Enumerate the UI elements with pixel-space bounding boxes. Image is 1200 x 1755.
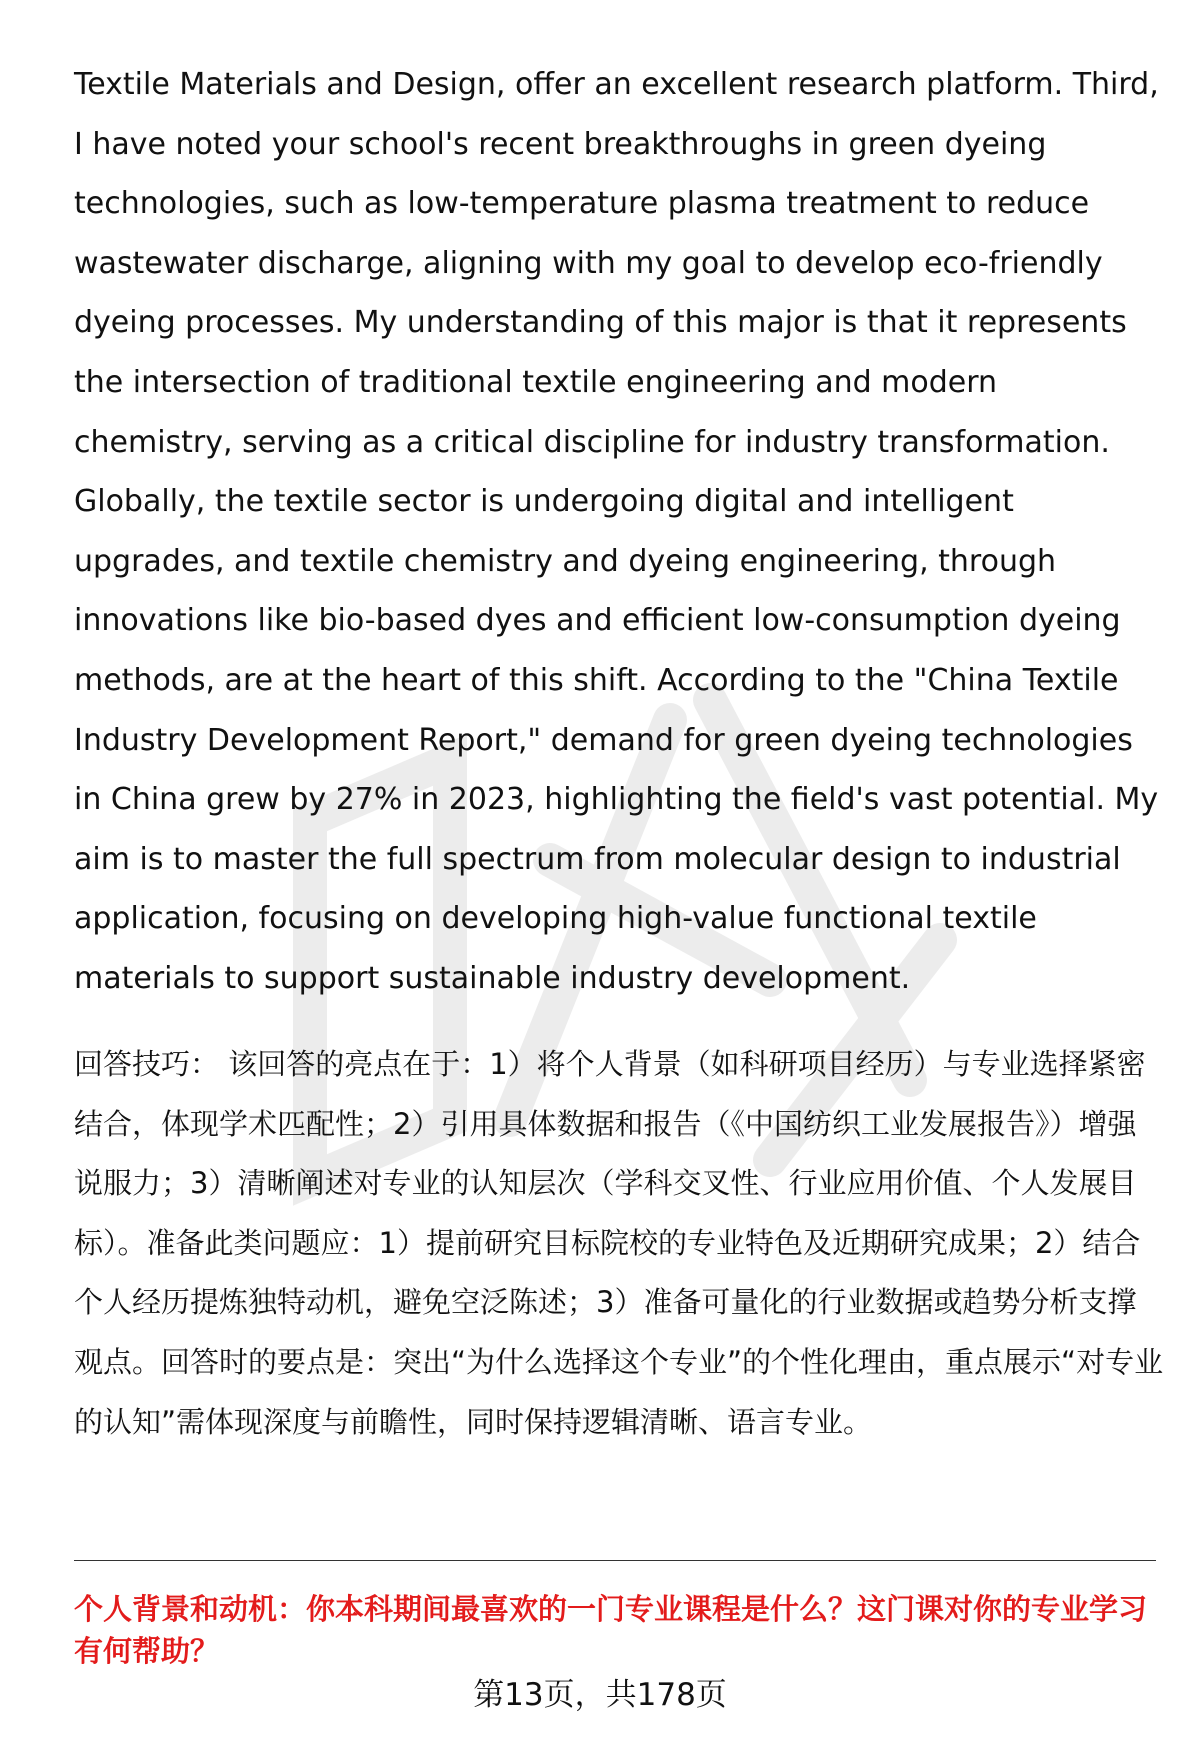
page-number-footer: 第13页，共178页 [473,1677,727,1713]
answer-tips-paragraph: 回答技巧： 该回答的亮点在于：1）将个人背景（如科研项目经历）与专业选择紧密结合，体现学术匹配性；2）引用具体数据和报告（《中国纺织工业发展报告》）增强说服力；3）清晰阐述对专业的认知层次（学科交叉性、行业应用价值、个人发展目标）。准备此类问题应：1）提前研究目标院校的专业特色及近期研究成果；2）结合个人经历提炼独特动机，避免空泛陈述；3）准备可量化的行业数据或趋势分析支撑观点。回答时的要点是：突出“为什么选择这个专业”的个性化理由，重点展示“对专业的认知”需体现深度与前瞻性，同时保持逻辑清晰、语言专业。 [74,1047,1164,1439]
english-answer-paragraph: Textile Materials and Design, offer an excellent research platform. Third, I have noted your school's recent breakthroughs in green dyeing technologies, such as low-temperature plasma treatment to reduce wastewater discharge, aligning with my goal to develop eco-friendly dyeing processes. My understanding of this major is that it represents the intersection of traditional textile engineering and modern chemistry, serving as a critical discipline for industry transformation. Globally, the textile sector is undergoing digital and intelligent upgrades, and textile chemistry and dyeing engineering, through innovations like bio-based dyes and efficient low-consumption dyeing methods, are at the heart of this shift. According to the "China Textile Industry Development Report," demand for green dyeing technologies in China grew by 27% in 2023, highlighting the field's vast potential. My aim is to master the full spectrum from molecular design to industrial application, focusing on developing high-value functional textile materials to support sustainable industry development. [74,67,1159,996]
section-divider [74,1560,1156,1561]
next-question-heading: 个人背景和动机：你本科期间最喜欢的一门专业课程是什么？这门课对你的专业学习有何帮助？ [74,1592,1148,1668]
